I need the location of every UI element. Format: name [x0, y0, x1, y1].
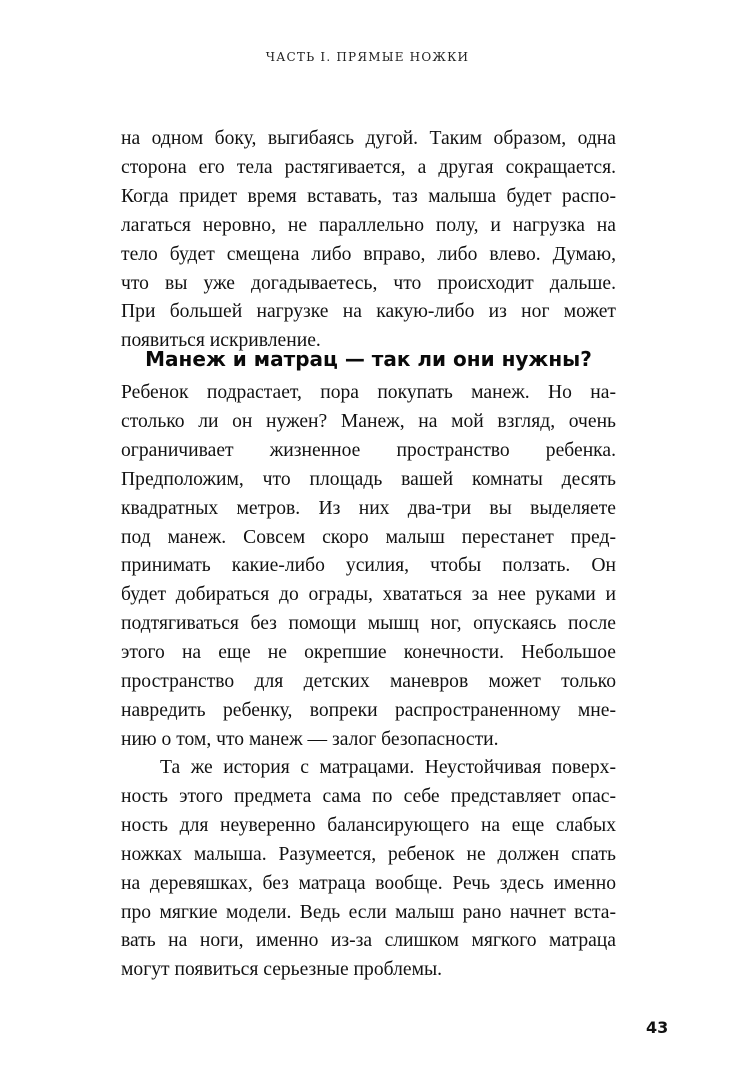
text-line: Ребенок подрастает, пора покупать манеж. Но на-: [121, 382, 616, 403]
continuation-paragraph: [121, 125, 616, 356]
text-line: появиться искривление.: [121, 330, 321, 352]
text-line: ность этого предмета сама по себе представляет опас-: [121, 785, 616, 807]
text-line: что вы уже догадываетесь, что происходит дальше.: [121, 272, 616, 294]
text-line: на деревяшках, без матраца вообще. Речь здесь именно: [121, 872, 616, 894]
text-line: сторона его тела растягивается, а другая сокращается.: [121, 156, 616, 178]
text-line: тело будет смещена либо вправо, либо влево. Думаю,: [121, 243, 616, 265]
text-line: пространство для детских маневров может только: [121, 671, 616, 693]
text-line: могут появиться серьезные проблемы.: [121, 959, 443, 981]
text-line: про мягкие модели. Ведь если малыш рано начнет вста-: [121, 901, 616, 923]
paragraph-mattress: [121, 754, 616, 985]
text-line: ножках малыша. Разумеется, ребенок не должен спать: [121, 843, 616, 865]
text-line: Та же история с матрацами. Неустойчивая поверх-: [160, 757, 616, 778]
paragraph-playpen: [121, 379, 616, 755]
text-line: квадратных метров. Из них два-три вы выделяете: [121, 497, 616, 519]
text-line: вать на ноги, именно из-за слишком мягкого матраца: [121, 930, 616, 952]
text-line: на одном боку, выгибаясь дугой. Таким образом, одна: [121, 128, 616, 149]
text-line: нию о том, что манеж — залог безопасности.: [121, 728, 499, 750]
text-line: под манеж. Совсем скоро малыш перестанет пред-: [121, 526, 616, 548]
text-line: принимать какие-либо усилия, чтобы ползать. Он: [121, 555, 616, 577]
text-line: ограничивает жизненное пространство ребенка.: [121, 439, 616, 461]
text-line: Предположим, что площадь вашей комнаты десять: [121, 468, 616, 490]
text-line: ность для неуверенно балансирующего на еще слабых: [121, 814, 616, 836]
text-line: лагаться неровно, не параллельно полу, и нагрузка на: [121, 214, 616, 236]
text-line: будет добираться до ограды, хвататься за нее руками и: [121, 584, 616, 606]
text-line: Когда придет время вставать, таз малыша будет распо-: [121, 185, 616, 207]
text-line: столько ли он нужен? Манеж, на мой взгляд, очень: [121, 410, 616, 432]
running-head: ЧАСТЬ I. ПРЯМЫЕ НОЖКИ: [265, 50, 470, 64]
text-line: подтягиваться без помощи мышц ног, опускаясь после: [121, 613, 616, 635]
text-line: навредить ребенку, вопреки распространенному мне-: [121, 699, 616, 721]
section-heading: Манеж и матрац — так ли они нужны?: [145, 347, 592, 371]
text-line: этого на еще не окрепшие конечности. Небольшое: [121, 642, 616, 664]
text-line: При большей нагрузке на какую-либо из ног может: [121, 301, 616, 323]
page-number: 43: [646, 1018, 669, 1037]
